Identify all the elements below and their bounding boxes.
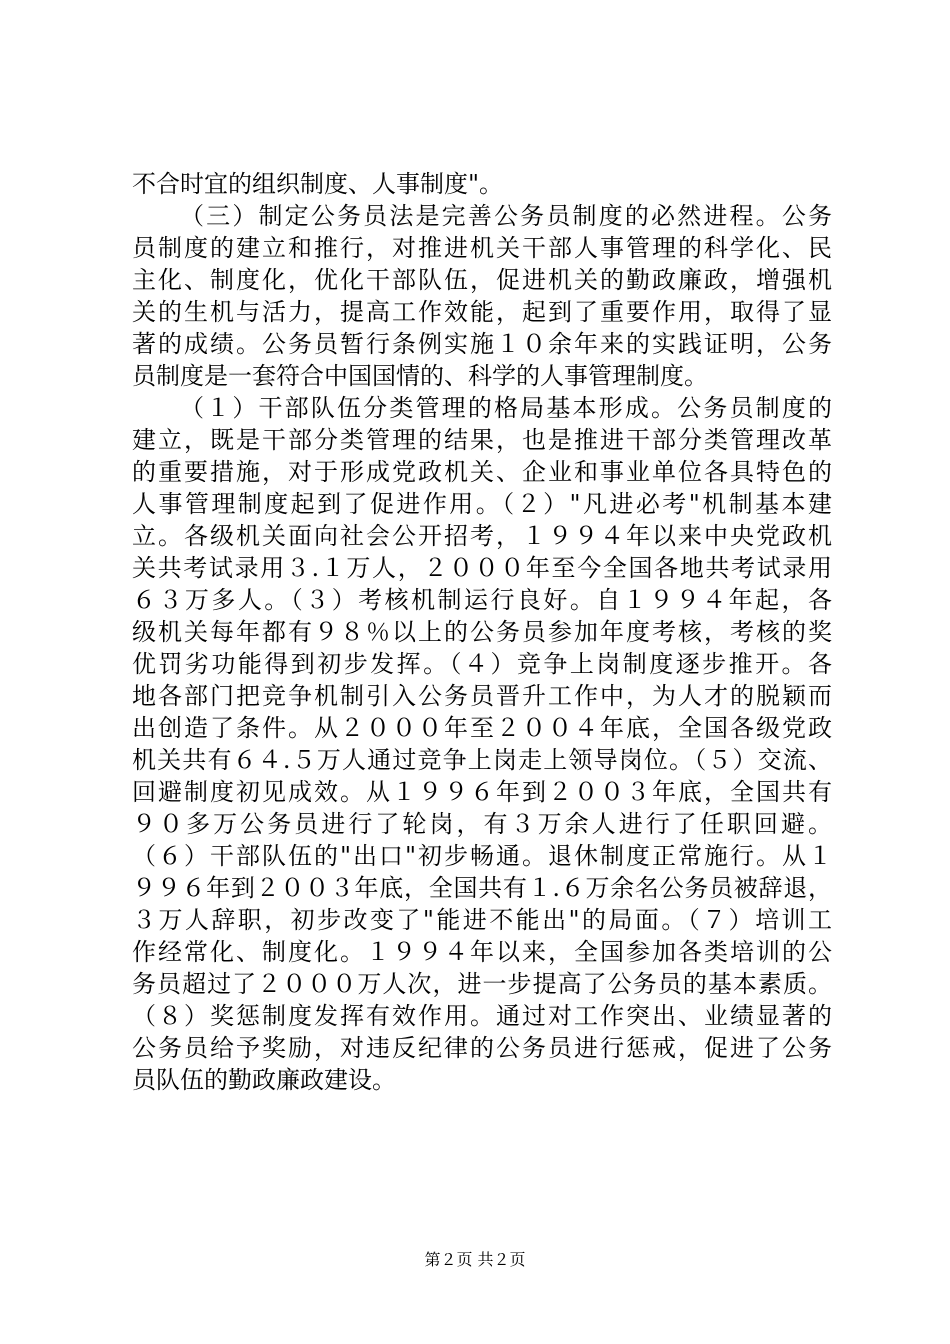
paragraph-line: 优罚劣功能得到初步发挥。（４）竞争上岗制度逐步推开。各 [132, 650, 832, 678]
paragraph-line: 员制度是一套符合中国国情的、科学的人事管理制度。 [132, 362, 708, 390]
paragraph-line: 机关共有６４.５万人通过竞争上岗走上领导岗位。（５）交流、 [132, 746, 832, 774]
paragraph-line: 地各部门把竞争机制引入公务员晋升工作中，为人才的脱颖而 [132, 682, 832, 710]
paragraph-line: （８）奖惩制度发挥有效作用。通过对工作突出、业绩显著的 [132, 1002, 832, 1030]
paragraph-line: 回避制度初见成效。从１９９６年到２００３年底，全国共有 [132, 778, 832, 806]
paragraph-line: 公务员给予奖励，对违反纪律的公务员进行惩戒，促进了公务 [132, 1034, 832, 1062]
paragraph-line: 立。各级机关面向社会公开招考，１９９４年以来中央党政机 [132, 522, 832, 550]
body-text [132, 168, 832, 1096]
paragraph-line: 级机关每年都有９８％以上的公务员参加年度考核，考核的奖 [132, 618, 832, 646]
paragraph-line: 关的生机与活力，提高工作效能，起到了重要作用，取得了显 [132, 298, 832, 326]
paragraph-line: 不合时宜的组织制度、人事制度"。 [132, 170, 504, 198]
paragraph-line: 作经常化、制度化。１９９４年以来，全国参加各类培训的公 [132, 938, 832, 966]
paragraph-line: 的重要措施，对于形成党政机关、企业和事业单位各具特色的 [132, 458, 832, 486]
page-number-label: 第２页 共２页 [424, 1250, 526, 1269]
paragraph-line: 著的成绩。公务员暂行条例实施１０余年来的实践证明，公务 [132, 330, 832, 358]
paragraph-line: 建立，既是干部分类管理的结果，也是推进干部分类管理改革 [132, 426, 832, 454]
paragraph-line: （１）干部队伍分类管理的格局基本形成。公务员制度的 [180, 394, 832, 422]
paragraph-line: 关共考试录用３.１万人，２０００年至今全国各地共考试录用 [132, 554, 832, 582]
paragraph-line: （三）制定公务员法是完善公务员制度的必然进程。公务 [180, 202, 832, 230]
paragraph-line: 员制度的建立和推行，对推进机关干部人事管理的科学化、民 [132, 234, 832, 262]
page-footer [0, 1250, 950, 1270]
paragraph-line: ６３万多人。（３）考核机制运行良好。自１９９４年起，各 [132, 586, 832, 614]
paragraph-line: 出创造了条件。从２０００年至２００４年底，全国各级党政 [132, 714, 832, 742]
paragraph-line: ９９６年到２００３年底，全国共有１.６万余名公务员被辞退， [132, 874, 832, 902]
paragraph-line: （６）干部队伍的"出口"初步畅通。退休制度正常施行。从１ [132, 842, 832, 870]
paragraph-line: ９０多万公务员进行了轮岗，有３万余人进行了任职回避。 [132, 810, 832, 838]
paragraph-line: 员队伍的勤政廉政建设。 [132, 1066, 396, 1094]
paragraph-line: 主化、制度化，优化干部队伍，促进机关的勤政廉政，增强机 [132, 266, 832, 294]
paragraph-line: 务员超过了２０００万人次，进一步提高了公务员的基本素质。 [132, 970, 832, 998]
paragraph-line: 人事管理制度起到了促进作用。（２）"凡进必考"机制基本建 [132, 490, 832, 518]
paragraph-line: ３万人辞职，初步改变了"能进不能出"的局面。（７）培训工 [132, 906, 832, 934]
